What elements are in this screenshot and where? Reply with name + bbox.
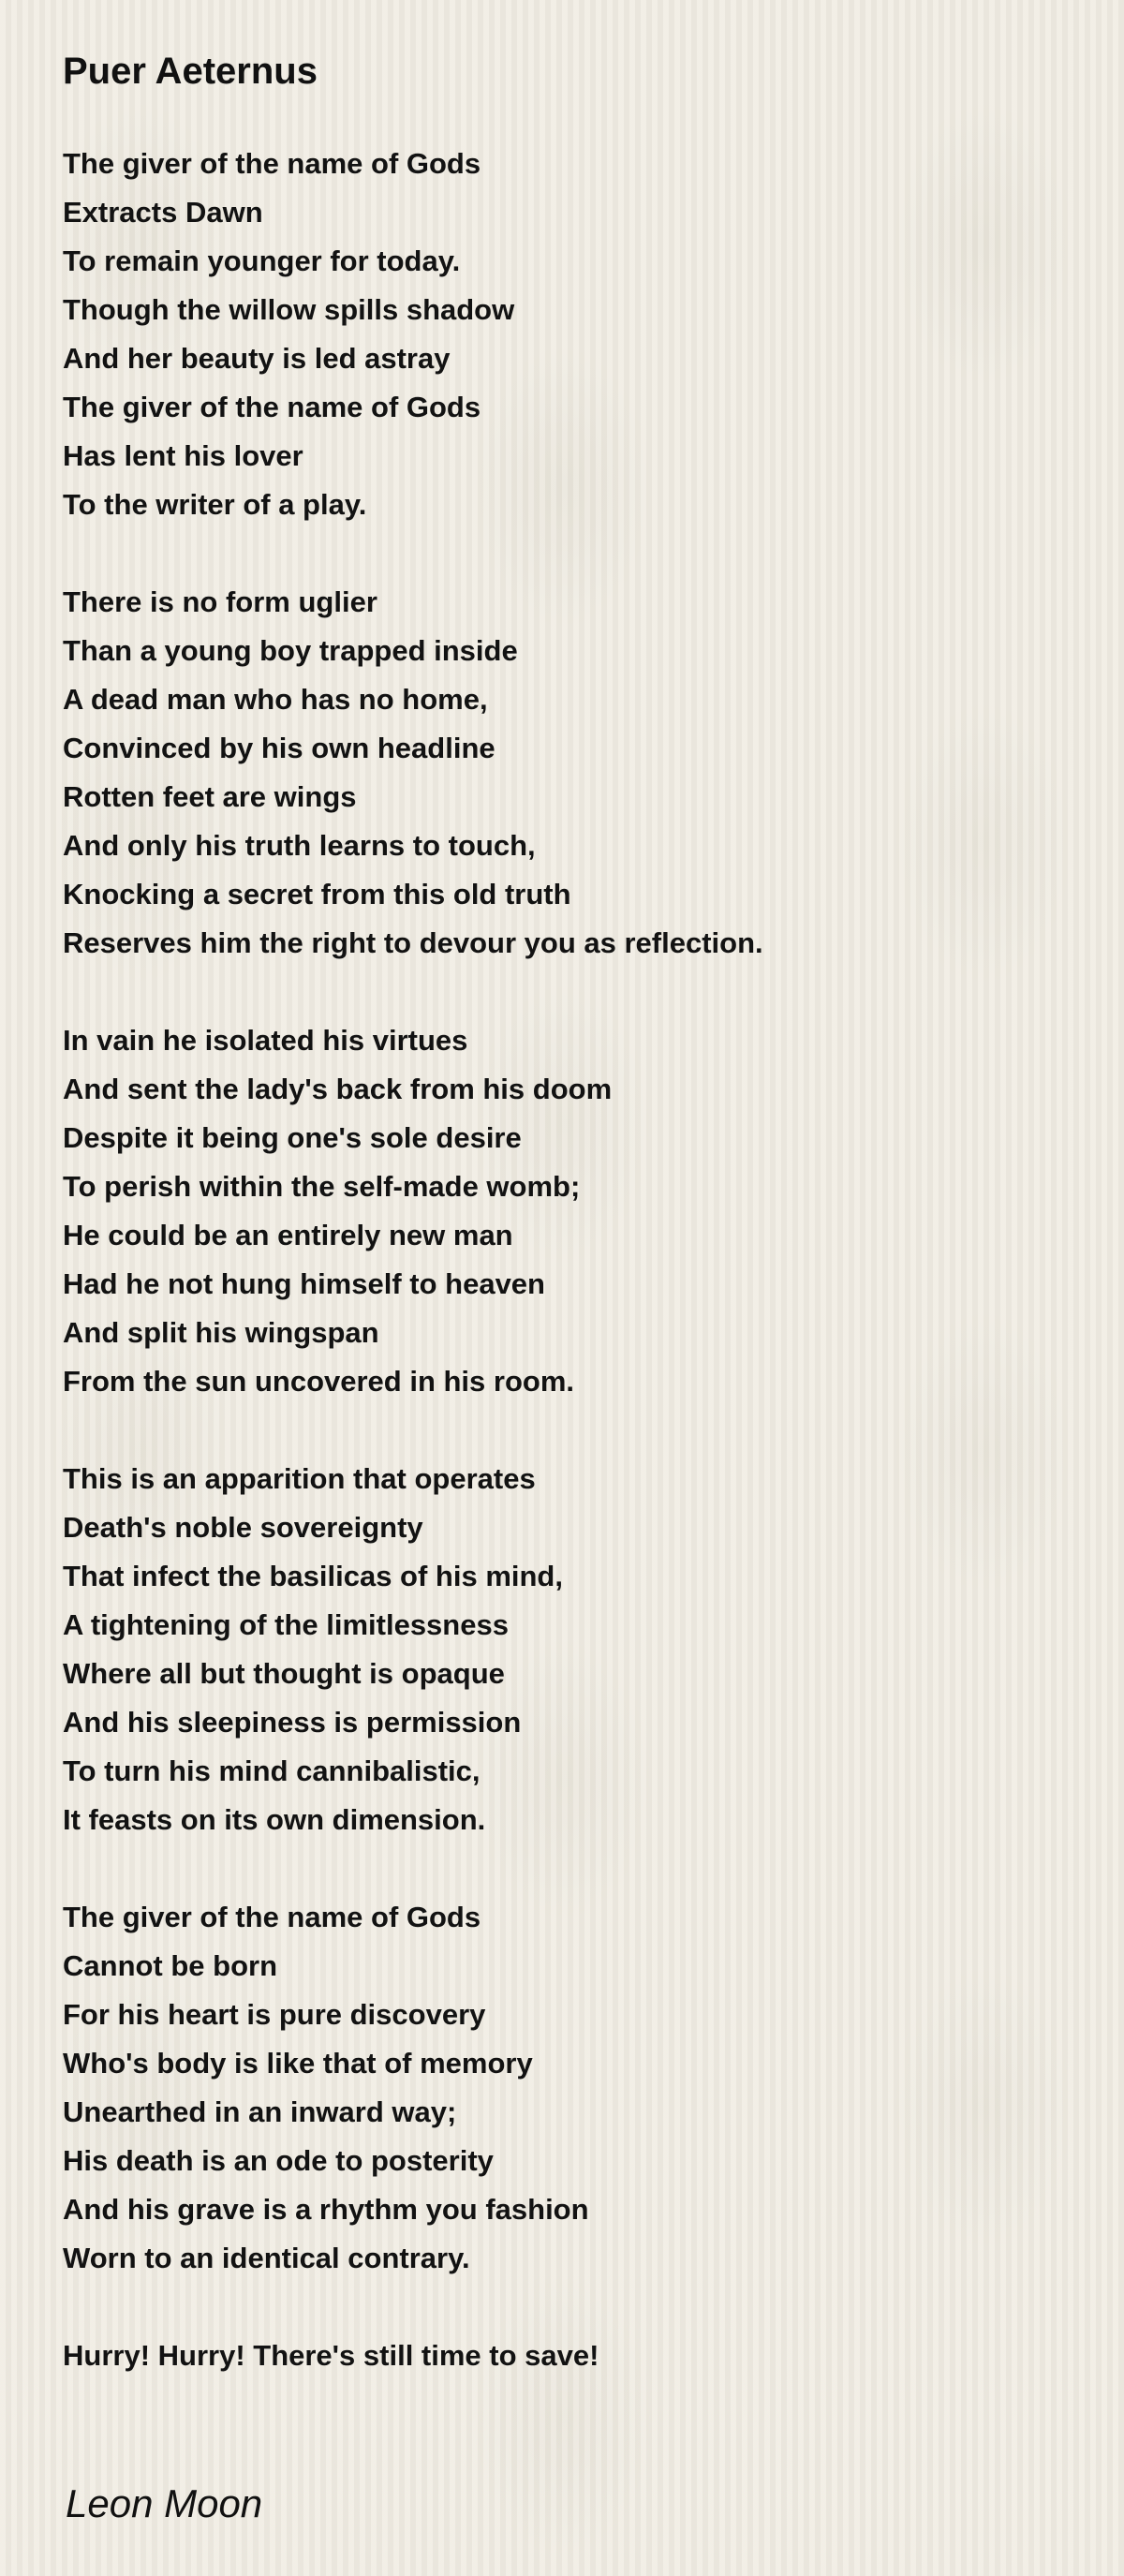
poem-line: To perish within the self-made womb; [63, 1170, 581, 1203]
poem-line: A tightening of the limitlessness [63, 1608, 509, 1641]
poem-line: For his heart is pure discovery [63, 1998, 486, 2031]
poem-line: Death's noble sovereignty [63, 1511, 423, 1544]
poem-title: Puer Aeternus [63, 51, 318, 92]
poem-line: From the sun uncovered in his room. [63, 1365, 575, 1398]
poem-line: Has lent his lover [63, 439, 303, 472]
poem-line: And only his truth learns to touch, [63, 829, 536, 862]
poem-body [63, 140, 763, 2429]
poem-line: Rotten feet are wings [63, 780, 357, 813]
poem-line: Who's body is like that of memory [63, 2047, 533, 2080]
poem-line: And his sleepiness is permission [63, 1706, 522, 1739]
stanza-3 [63, 1016, 763, 1406]
poem-line: Convinced by his own headline [63, 732, 495, 764]
poem-line: And sent the lady's back from his doom [63, 1073, 613, 1105]
poem-author: Leon Moon [66, 2481, 263, 2525]
poem-line: That infect the basilicas of his mind, [63, 1560, 563, 1592]
poem-line: Unearthed in an inward way; [63, 2095, 457, 2128]
poem-line: Despite it being one's sole desire [63, 1121, 522, 1154]
poem-line: Hurry! Hurry! There's still time to save! [63, 2339, 599, 2372]
poem-line: In vain he isolated his virtues [63, 1024, 468, 1057]
poem-line: Worn to an identical contrary. [63, 2242, 470, 2274]
poem-line: Cannot be born [63, 1949, 278, 1982]
poem-line: Where all but thought is opaque [63, 1657, 505, 1690]
poem-line: And his grave is a rhythm you fashion [63, 2193, 589, 2226]
poem-line: He could be an entirely new man [63, 1219, 513, 1251]
poem-line: Though the willow spills shadow [63, 293, 515, 326]
poem-line: Reserves him the right to devour you as reflection. [63, 926, 763, 959]
poem-line: And split his wingspan [63, 1316, 379, 1349]
poem-line: The giver of the name of Gods [63, 1901, 481, 1933]
poem-line: The giver of the name of Gods [63, 147, 481, 180]
stanza-2 [63, 578, 763, 968]
stanza-5 [63, 1893, 763, 2283]
poem-line: This is an apparition that operates [63, 1462, 536, 1495]
poem-line: And her beauty is led astray [63, 342, 451, 375]
stanza-1 [63, 140, 763, 529]
poem-line: Knocking a secret from this old truth [63, 878, 571, 910]
poem-line: To turn his mind cannibalistic, [63, 1754, 481, 1787]
poem-line: Than a young boy trapped inside [63, 634, 518, 667]
poem-line: There is no form uglier [63, 585, 377, 618]
stanza-6 [63, 2332, 763, 2380]
poem-line: To remain younger for today. [63, 244, 461, 277]
poem-line: It feasts on its own dimension. [63, 1803, 486, 1836]
poem-line: His death is an ode to posterity [63, 2144, 494, 2177]
poem-line: To the writer of a play. [63, 488, 367, 521]
poem-line: The giver of the name of Gods [63, 391, 481, 423]
stanza-4 [63, 1455, 763, 1844]
poem-line: A dead man who has no home, [63, 683, 488, 716]
poem-line: Had he not hung himself to heaven [63, 1267, 545, 1300]
poem-line: Extracts Dawn [63, 196, 263, 229]
